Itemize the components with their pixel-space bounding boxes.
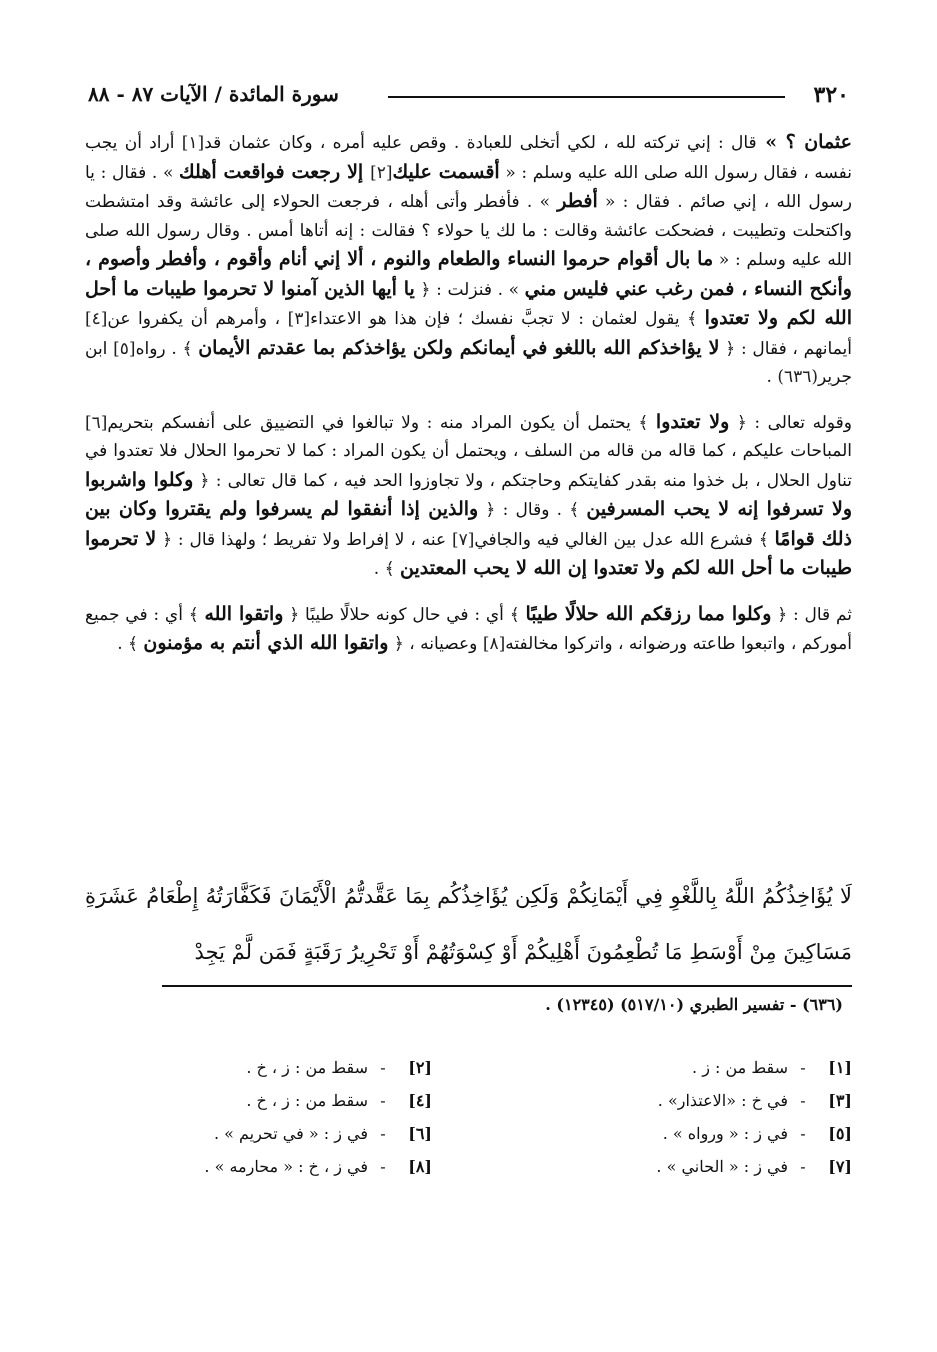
note-text: في ز : « الحاني » .	[656, 1157, 788, 1176]
text-segment: أراد أن يجب نفسه ، فقال رسول الله صلى الله عليه وسلم : «	[85, 133, 852, 183]
text-segment: المباحات عليكم ، كما قاله من قاله من السلف ، ويحتمل أن يكون المراد : كما لا تحرموا الحلال فلا تعتدوا في تناول الحلال ، بل خذوا منه بقدر كفايتكم وحاجتكم ، ولا تجاوزوا الحد فيه ، كما قال تعالى : ﴿	[85, 441, 852, 491]
variant-note	[552, 1157, 852, 1176]
note-row	[150, 1058, 852, 1091]
text-segment: ﴾ . رواه	[135, 338, 199, 359]
note-row	[150, 1124, 852, 1157]
variant-note	[552, 1124, 852, 1143]
paragraph	[85, 128, 852, 392]
quoted-text: لا تحرموا طيبات ما أحل الله لكم ولا تعتدوا إن الله لا يحب المعتدين	[85, 527, 852, 579]
note-text: سقط من : ز ، خ .	[246, 1058, 368, 1077]
note-text: سقط من : ز ، خ .	[246, 1091, 368, 1110]
note-number: [٥]	[828, 1124, 852, 1143]
page-header	[88, 82, 849, 112]
text-segment: ، وأمرهم أن يكفروا عن	[107, 309, 288, 329]
note-dash: -	[380, 1157, 386, 1176]
text-segment: » . فقال : يا رسول الله ، إني صائم . فقال : «	[85, 162, 852, 212]
text-segment: ﴾ فشرع الله عدل بين الغالي فيه والجافي	[474, 529, 775, 550]
note-number: [١]	[828, 1058, 852, 1077]
note-number: [٦]	[408, 1124, 432, 1143]
note-marker: [١]	[181, 133, 205, 153]
note-text: في ز ، خ : « محارمه » .	[204, 1157, 368, 1176]
note-marker: [٧]	[451, 529, 475, 550]
quoted-text: أقسمت عليك	[392, 160, 500, 183]
text-segment: ﴾ .	[117, 634, 144, 654]
note-marker: [٣]	[287, 309, 311, 329]
quoted-text: يا أيها الذين آمنوا لا تحرموا طيبات ما أحل الله لكم ولا تعتدوا	[85, 277, 852, 329]
text-segment: ابن جرير	[85, 338, 852, 387]
quran-verse: لَا يُؤَاخِذُكُمُ اللَّهُ بِاللَّغْوِ فِي أَيْمَانِكُمْ وَلَكِن يُؤَاخِذُكُم بِمَا عَقَّدتُّمُ الْأَيْمَانَ فَكَفَّارَتُهُ إِطْعَامُ عَشَرَةِ مَسَاكِينَ مِنْ أَوْسَطِ مَا تُطْعِمُونَ أَهْلِيكُمْ أَوْ كِسْوَتُهُمْ أَوْ تَحْرِيرُ رَقَبَةٍ فَمَن لَّمْ يَجِدْ	[85, 884, 852, 964]
variant-notes	[150, 1058, 852, 1190]
text-segment: ﴾ أي : في جميع أموركم ، واتبعوا طاعته ورضوانه ، واتركوا مخالفته	[85, 604, 852, 654]
variant-note	[132, 1124, 432, 1143]
paragraph-gap	[85, 584, 852, 600]
text-segment: قال : إني تركته لله ، لكي أتخلى للعبادة . وقص عليه أمره ، وكان عثمان قد	[204, 133, 757, 153]
note-marker: [٨]	[482, 634, 506, 654]
text-segment: ﴾ أي : في حال كونه حلالًا طيبًا ﴿	[283, 604, 526, 625]
variant-note	[132, 1157, 432, 1176]
note-marker: [٥]	[113, 338, 136, 359]
note-number: [٤]	[408, 1091, 432, 1110]
note-number: [٧]	[828, 1157, 852, 1176]
note-marker: [٢]	[370, 162, 393, 183]
paragraph-gap	[85, 392, 852, 408]
text-segment: ﴾ يقول لعثمان : لا تجبَّ نفسك ؛ فإن هذا هو الاعتداء	[310, 309, 705, 329]
note-dash: -	[380, 1124, 386, 1143]
note-dash: -	[800, 1058, 806, 1077]
header-rule	[388, 96, 785, 98]
quoted-text: أفطر	[557, 190, 598, 212]
text-segment: ﴾ . وقال : ﴿	[478, 500, 587, 520]
variant-note	[132, 1091, 432, 1110]
note-dash: -	[800, 1157, 806, 1176]
text-segment: » . فأفطر وأتى أهله ، فرجعت الحولاء إلى عائشة وقد امتشطت واكتحلت وتطيبت ، فضحكت عائشة وقالت : ما لك يا حولاء ؟ فقالت : إنه أتاها أمس . وقال رسول الله صلى الله عليه وسلم : «	[85, 192, 852, 270]
variant-note	[552, 1058, 852, 1077]
note-number: [٨]	[408, 1157, 432, 1176]
text-segment: وقوله تعالى : ﴿	[729, 412, 852, 433]
page-number: ٣٢٠	[813, 82, 849, 108]
running-title: سورة المائدة / الآيات ٨٧ - ٨٨	[88, 82, 339, 106]
note-marker: [٤]	[85, 309, 108, 329]
text-segment: وعصيانه ، ﴿	[388, 634, 483, 654]
note-row	[150, 1157, 852, 1190]
note-text: في خ : «الاعتذار» .	[657, 1091, 788, 1110]
variant-note	[132, 1058, 432, 1077]
footnote-rule	[162, 985, 852, 987]
note-text: في ز : « في تحريم » .	[213, 1124, 368, 1143]
note-row	[150, 1091, 852, 1124]
text-segment: أيمانهم ، فقال : ﴿	[719, 338, 853, 359]
note-dash: -	[800, 1124, 806, 1143]
note-dash: -	[380, 1091, 386, 1110]
text-segment: ﴾ .	[373, 559, 400, 579]
paragraph	[85, 600, 852, 659]
text-segment: » . فنزلت : ﴿	[414, 279, 525, 300]
quoted-text: واتقوا الله الذي أنتم به مؤمنون	[143, 632, 389, 654]
text-segment: ﴾ يحتمل أن يكون المراد منه : ولا تبالغوا في التضييق على أنفسكم بتحريم	[107, 412, 656, 433]
text-segment: .	[766, 367, 778, 387]
footnote-reference: (٦٣٦) - تفسير الطبري (٥١٧/١٠) (١٢٣٤٥) .	[545, 995, 843, 1014]
quoted-text: عثمان ؟ »	[756, 131, 852, 153]
quoted-text: ولا تعتدوا	[655, 410, 730, 433]
text-segment: عنه ، لا إفراط ولا تفريط ؛ ولهذا قال : ﴿	[156, 529, 452, 550]
note-marker: (٦٣٦)	[777, 367, 818, 387]
quoted-text: ما بال أقوام حرموا النساء والطعام والنوم ، ألا إني أنام وأقوم ، وأفطر وأصوم ، وأنكح النساء ، فمن رغب عني فليس مني	[85, 248, 852, 300]
quoted-text: إلا رجعت فواقعت أهلك	[179, 160, 371, 183]
note-text: في ز : « ورواه » .	[662, 1124, 788, 1143]
quoted-text: واتقوا الله	[204, 602, 284, 625]
body-text	[85, 128, 852, 659]
quoted-text: وكلوا واشربوا ولا تسرفوا إنه لا يحب المسرفين	[85, 468, 853, 520]
note-marker: [٦]	[85, 412, 108, 433]
text-segment: ثم قال : ﴿	[771, 604, 852, 625]
note-dash: -	[380, 1058, 386, 1077]
quoted-text: لا يؤاخذكم الله باللغو في أيمانكم ولكن يؤاخذكم بما عقدتم الأيمان	[198, 336, 720, 359]
note-text: سقط من : ز .	[692, 1058, 788, 1077]
note-number: [٣]	[828, 1091, 852, 1110]
paragraph	[85, 408, 852, 584]
quoted-text: والذين إذا أنفقوا لم يسرفوا ولم يقتروا وكان بين ذلك قوامًا	[85, 498, 852, 550]
variant-note	[552, 1091, 852, 1110]
note-dash: -	[800, 1091, 806, 1110]
quoted-text: وكلوا مما رزقكم الله حلالًا طيبًا	[525, 602, 772, 625]
note-number: [٢]	[408, 1058, 432, 1077]
